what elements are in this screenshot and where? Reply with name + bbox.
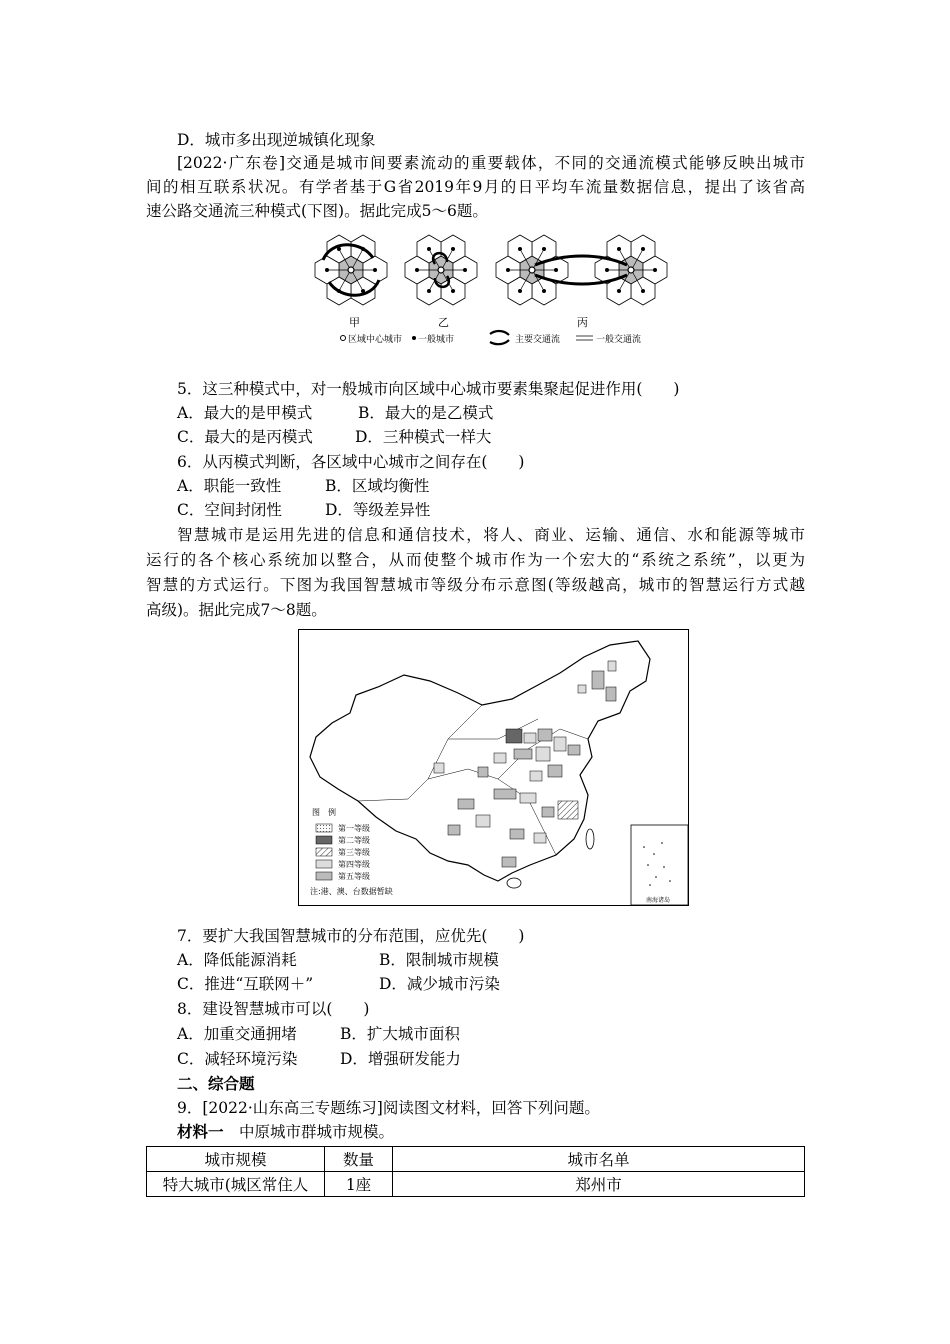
q5-stem: 5．这三种模式中，对一般城市向区域中心城市要素集聚起促进作用( ) [177, 380, 680, 398]
q8-option-a: A．加重交通拥堵 [177, 1025, 297, 1043]
para2-line2: 运行的各个核心系统加以整合，从而使整个城市作为一个宏大的“系统之系统”，以更为 [146, 551, 805, 569]
section-2-title: 二、综合题 [177, 1074, 255, 1093]
q8-option-d: D．增强研发能力 [340, 1050, 461, 1068]
para1-line1: [2022·广东卷]交通是城市间要素流动的重要载体，不同的交通流模式能够反映出城市 [177, 154, 805, 172]
legend-level-2: 第二等级 [338, 836, 370, 845]
legend-center-city: 区域中心城市 [348, 335, 403, 345]
label-yi: 乙 [438, 316, 449, 329]
para2-line1: 智慧城市是运用先进的信息和通信技术，将人、商业、运输、通信、水和能源等城市 [177, 526, 805, 544]
label-jia: 甲 [349, 316, 360, 329]
q7-option-b: B．限制城市规模 [379, 951, 499, 969]
q5-option-d: D．三种模式一样大 [355, 428, 492, 446]
q5-option-c: C．最大的是丙模式 [177, 428, 313, 446]
q6-option-a: A．职能一致性 [177, 477, 282, 495]
label-bing: 丙 [577, 316, 588, 329]
map-legend-title: 图 例 [312, 808, 336, 817]
table-header-row [147, 1147, 805, 1172]
q9-stem: 9．[2022·山东高三专题练习]阅读图文材料，回答下列问题。 [177, 1099, 600, 1117]
q8-option-c: C．减轻环境污染 [177, 1050, 298, 1068]
para2-line3: 智慧的方式运行。下图为我国智慧城市等级分布示意图(等级越高，城市的智慧运行方式越 [146, 576, 805, 594]
table-header-cell: 城市名单 [393, 1147, 805, 1172]
q6-option-c: C．空间封闭性 [177, 501, 282, 519]
legend-main-flow: 主要交通流 [515, 335, 561, 345]
q7-stem: 7．要扩大我国智慧城市的分布范围，应优先( ) [177, 927, 525, 945]
q5-option-a: A．最大的是甲模式 [177, 404, 313, 422]
legend-level-5: 第五等级 [338, 872, 370, 881]
legend-level-3: 第三等级 [338, 848, 370, 857]
map-note: 注:港、澳、台数据暂缺 [310, 887, 393, 896]
city-scale-table [146, 1146, 805, 1197]
table-header-cell: 数量 [325, 1147, 393, 1172]
q6-option-d: D．等级差异性 [325, 501, 431, 519]
q6-stem: 6．从丙模式判断，各区域中心城市之间存在( ) [177, 453, 525, 471]
para1-line2: 间的相互联系状况。有学者基于G省2019年9月的日平均车流量数据信息，提出了该省高 [146, 178, 805, 196]
legend-level-1: 第一等级 [338, 824, 370, 833]
para1-line3: 速公路交通流三种模式(下图)。据此完成5～6题。 [146, 202, 488, 220]
inset-label: 南海诸岛 [645, 897, 671, 904]
q8-option-b: B．扩大城市面积 [340, 1025, 460, 1043]
q6-option-b: B．区域均衡性 [325, 477, 430, 495]
q7-option-c: C．推进“互联网＋” [177, 975, 314, 993]
table-row [147, 1172, 805, 1197]
para2-line4: 高级)。据此完成7～8题。 [146, 601, 327, 619]
table-cell: 特大城市(城区常住人 [147, 1172, 325, 1197]
legend-general-city: 一般城市 [418, 335, 455, 345]
legend-general-flow: 一般交通流 [596, 335, 642, 345]
legend-level-4: 第四等级 [338, 860, 370, 869]
q7-option-d: D．减少城市污染 [379, 975, 500, 993]
table-header-cell: 城市规模 [147, 1147, 325, 1172]
material-1-text: 中原城市群城市规模。 [223, 1123, 395, 1141]
traffic-flow-figure [305, 225, 675, 347]
prev-option-d: D．城市多出现逆城镇化现象 [177, 131, 376, 149]
material-1 [177, 1121, 394, 1143]
table-cell: 郑州市 [393, 1172, 805, 1197]
q8-stem: 8．建设智慧城市可以( ) [177, 1000, 370, 1018]
table-cell: 1座 [325, 1172, 393, 1197]
main-flow-icon [490, 331, 509, 344]
q5-option-b: B．最大的是乙模式 [358, 404, 494, 422]
smart-city-map [298, 629, 689, 906]
q7-option-a: A．降低能源消耗 [177, 951, 297, 969]
material-1-label: 材料一 [177, 1122, 224, 1141]
